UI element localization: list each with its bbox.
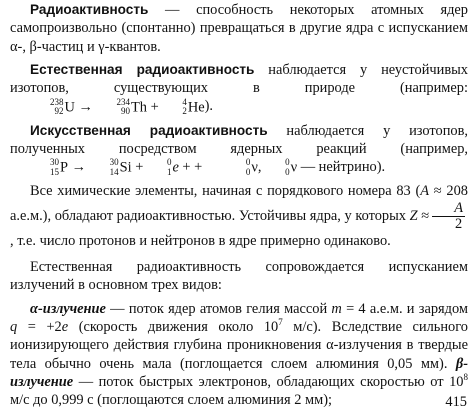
alpha-text-3: = +2 [17,318,62,335]
term-artificial-radioactivity: Искусственная радиоактивность [30,122,268,138]
formula-uranium-decay: 238 92 U → 234 90 Th + 4 2 He [50,96,205,117]
text-protons-neutrons: , т.е. число протонов и нейтронов в ядре примерно одинаково. [10,232,391,249]
formula-neutrino-symbols: 0 0 ν, 0 0 ν [245,157,298,177]
approx-sign: ≈ [417,207,430,224]
var-e: e [61,318,69,335]
natural-text: наблюдается у неустойчивых изотопов, существующих в природе (например: [10,61,468,97]
exponent-8: 8 [463,371,468,382]
artificial-tail: — нейтрино). [297,159,386,176]
text-elements-83: Все химические элементы, начиная с порядкового номера 83 ( [30,183,421,200]
alpha-text-5: м/с). Вследствие сильного ионизирующего действия глубина проникновения α-излучения в твердые тела обычно очень мала (поглощается слоем алюминия 0,05 мм). [10,318,468,372]
paragraph-alpha-beta [10,300,468,410]
paragraph-radioactivity-definition [10,1,468,56]
var-q: q [10,318,18,335]
paragraph-emission-types: Естественная радиоактивность сопровождается испусканием излучений в основном трех видов: [10,259,468,294]
text-stable: ≈ 208 а.е.м.), обладают радиоактивностью. Устойчивы ядра, у которых [10,183,468,224]
formula-phosphorus-decay: 30 15 P → 30 14 Si + 0 1 e + [50,157,191,177]
paragraph-stable-nuclei [10,182,468,250]
fraction-a-over-2 [432,201,465,232]
var-z: Z [409,207,418,224]
definition-text: — способность некоторых атомных ядер самопроизвольно (спонтанно) превращаться в другие ядра с испусканием α-, β-частиц и γ-квантов. [10,2,468,55]
term-radioactivity: Радиоактивность [30,2,149,17]
fraction-numerator: A [432,201,465,217]
exponent-7: 7 [278,316,283,327]
term-alpha-radiation: α-излучение [30,300,106,317]
var-m: m [331,300,342,317]
term-beta-radiation: β-излучение [10,355,468,390]
alpha-text-2: = 4 а.е.м. и зарядом [341,300,468,317]
term-natural-radioactivity: Естественная радиоактивность [30,61,255,77]
page-number: 415 [445,394,467,410]
beta-text-2: м/с до 0,999 c (поглощаются слоем алюминия 2 мм); [10,392,333,409]
fraction-denominator: 2 [455,215,463,232]
var-a: A [420,183,430,200]
alpha-text-4: (скорость движения около 10 [68,318,279,335]
paragraph-natural-radioactivity [10,61,468,117]
paragraph-artificial-radioactivity: Искусственная радиоактивность наблюдается у изотопов, полученных посредством ядерных реакций (например, 30 15 P → 30 14 Si + 0 1 e + + 0 0 ν, 0 0 ν — нейтрино). [10,122,468,177]
alpha-text-1: — поток ядер атомов гелия массой [105,300,332,317]
artificial-text: наблюдается у изотопов, полученных посредством ядерных реакций (например, [10,122,468,157]
natural-tail: ). [204,98,213,115]
beta-text-1: — поток быстрых электронов, обладающих скоростью от 10 [73,373,464,390]
